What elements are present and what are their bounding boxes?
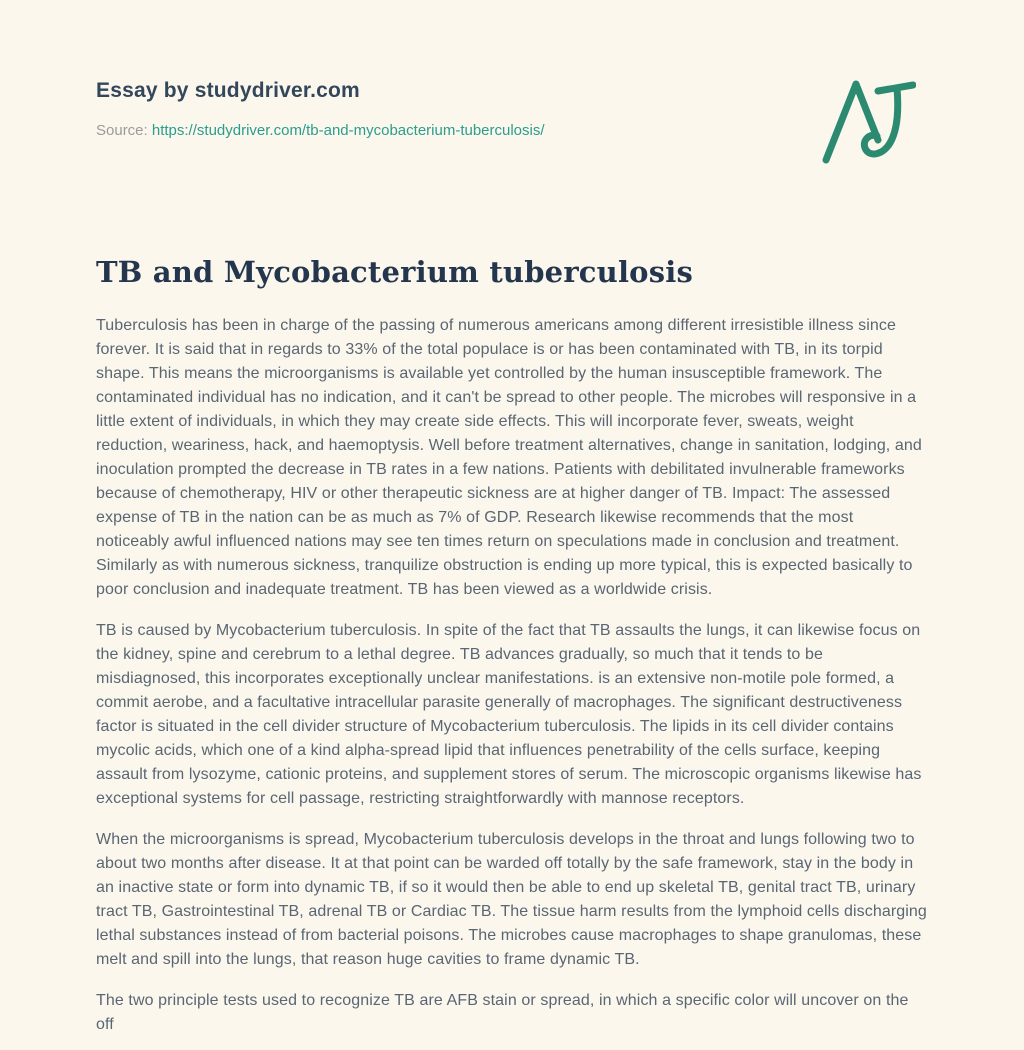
studydriver-logo-icon — [820, 74, 916, 164]
essay-body — [96, 314, 928, 1037]
source-link[interactable]: https://studydriver.com/tb-and-mycobacterium-tuberculosis/ — [151, 122, 545, 139]
page-title: TB and Mycobacterium tuberculosis — [96, 255, 693, 289]
byline: Essay by studydriver.com — [96, 79, 360, 102]
essay-paragraph: When the microorganisms is spread, Mycobacterium tuberculosis develops in the throat and lungs following two to about two months after disease. It at that point can be warded off totally by the safe framework, stay in the body in an inactive state or form into dynamic TB, if so it would then be able to end up skeletal TB, genital tract TB, urinary tract TB, Gastrointestinal TB, adrenal TB or Cardiac TB. The tissue harm results from the lymphoid cells discharging lethal substances instead of from bacterial poisons. The microbes cause macrophages to shape granulomas, these melt and spill into the lungs, that reason huge cavities to frame dynamic TB. — [96, 831, 927, 968]
essay-paragraph: TB is caused by Mycobacterium tuberculosis. In spite of the fact that TB assaults the lungs, it can likewise focus on the kidney, spine and cerebrum to a lethal degree. TB advances gradually, so much that it tends to be misdiagnosed, this incorporates exceptionally unclear manifestations. is an extensive non-motile pole formed, a commit aerobe, and a facultative intracellular parasite generally of macrophages. The significant destructiveness factor is situated in the cell divider structure of Mycobacterium tuberculosis. The lipids in its cell divider contains mycolic acids, which one of a kind alpha-spread lipid that influences penetrability of the cells surface, keeping assault from lysozyme, cationic proteins, and supplement stores of serum. The microscopic organisms likewise has exceptional systems for cell passage, restricting straightforwardly with mannose receptors. — [96, 622, 922, 807]
logo-a-stroke — [826, 84, 878, 160]
source-label: Source: — [96, 122, 148, 139]
essay-paragraph: Tuberculosis has been in charge of the passing of numerous americans among different irresistible illness since forever. It is said that in regards to 33% of the total populace is or has been contaminated with TB, in its torpid shape. This means the microorganisms is available yet controlled by the human insusceptible framework. The contaminated individual has no indication, and it can't be spread to other people. The microbes will responsive in a little extent of individuals, in which they may create side effects. This will incorporate fever, sweats, weight reduction, weariness, hack, and haemoptysis. Well before treatment alternatives, change in sanitation, lodging, and inoculation prompted the decrease in TB rates in a few nations. Patients with debilitated invulnerable frameworks because of chemotherapy, HIV or other therapeutic sickness are at higher danger of TB. Impact: The assessed expense of TB in the nation can be as much as 7% of GDP. Research likewise recommends that the most noticeably awful influenced nations may see ten times return on speculations made in conclusion and treatment. Similarly as with numerous sickness, tranquilize obstruction is ending up more typical, this is expected basically to poor conclusion and inadequate treatment. TB has been viewed as a worldwide crisis. — [96, 317, 922, 598]
logo-cross-stroke — [878, 85, 913, 91]
source-line — [96, 121, 928, 141]
essay-paragraph: The two principle tests used to recognize TB are AFB stain or spread, in which a specific color will uncover on the off — [96, 992, 909, 1033]
